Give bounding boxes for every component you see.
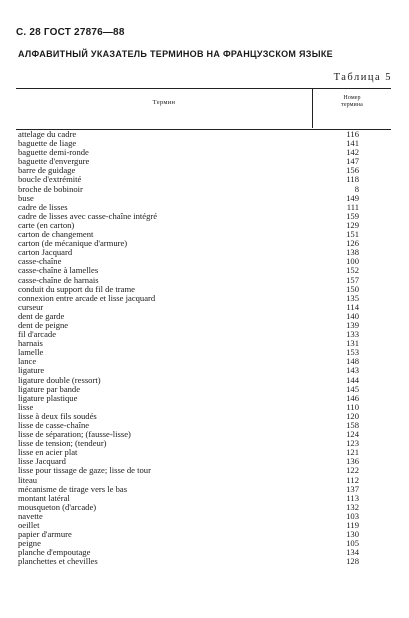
term-number: 113: [346, 492, 359, 503]
term-text: lisse: [18, 401, 34, 412]
term-text: lisse de tension; (tendeur): [18, 438, 107, 449]
index-title: АЛФАВИТНЫЙ УКАЗАТЕЛЬ ТЕРМИНОВ НА ФРАНЦУЗСКОМ ЯЗЫКЕ: [18, 49, 333, 59]
term-number: 134: [346, 547, 359, 558]
column-header-number: [313, 95, 391, 109]
term-number: 124: [346, 429, 359, 440]
term-text: buse: [18, 192, 34, 203]
term-number: 139: [346, 319, 359, 330]
term-text: lisse Jacquard: [18, 456, 66, 467]
term-number: 118: [346, 174, 359, 185]
term-number: 116: [346, 129, 359, 139]
term-number: 146: [346, 392, 359, 403]
term-number: 153: [346, 347, 359, 358]
term-text: lance: [18, 356, 37, 367]
term-number: 135: [346, 292, 359, 303]
term-text: curseur: [18, 301, 44, 312]
term-number: 129: [346, 219, 359, 230]
term-text: casse-chaîne à lamelles: [18, 265, 99, 276]
term-number: 128: [346, 556, 359, 567]
term-number: 147: [346, 156, 359, 167]
term-number: 138: [346, 247, 359, 258]
term-number: 141: [346, 138, 359, 149]
term-text: lamelle: [18, 347, 44, 358]
term-text: conduit du support du fil de trame: [18, 283, 135, 294]
term-text: carton de changement: [18, 229, 94, 240]
term-number: 131: [346, 338, 359, 349]
term-text: baguette demi-ronde: [18, 147, 89, 158]
term-text: oeillet: [18, 520, 40, 531]
term-number: 137: [346, 483, 359, 494]
term-text: ligature par bande: [18, 383, 81, 394]
term-text: dent de peigne: [18, 319, 69, 330]
term-number: 149: [346, 192, 359, 203]
term-text: planchettes et chevilles: [18, 556, 98, 567]
column-header-number-line2: термина: [341, 102, 363, 108]
term-text: planche d'empoutage: [18, 547, 91, 558]
term-text: mécanisme de tirage vers le bas: [18, 483, 128, 494]
term-text: montant latéral: [18, 492, 70, 503]
term-text: boucle d'extrémité: [18, 174, 82, 185]
term-text: cadre de lisses avec casse-chaîne intégré: [18, 210, 158, 221]
term-number: 120: [346, 410, 359, 421]
term-number: 122: [346, 465, 359, 476]
term-number: 114: [346, 301, 359, 312]
term-number: 158: [346, 420, 359, 430]
term-text: harnais: [18, 338, 43, 349]
term-number: 100: [346, 256, 359, 267]
term-text: baguette d'envergure: [18, 156, 90, 167]
term-number: 144: [346, 374, 359, 385]
term-number: 156: [346, 165, 359, 176]
term-text: lisse à deux fils soudés: [18, 410, 97, 421]
term-text: carton (de mécanique d'armure): [18, 238, 128, 249]
term-text: fil d'arcade: [18, 329, 57, 340]
column-header-number-line1: Номер: [343, 95, 361, 101]
term-text: carton Jacquard: [18, 247, 73, 258]
term-text: attelage du cadre: [18, 129, 77, 139]
term-number: 151: [346, 229, 359, 240]
term-number: 110: [346, 401, 359, 412]
term-text: dent de garde: [18, 310, 65, 321]
term-number: 143: [346, 365, 359, 376]
term-number: 130: [346, 529, 359, 540]
term-number: 123: [346, 438, 359, 449]
page-header: С. 28 ГОСТ 27876—88: [16, 27, 125, 38]
term-number: 8: [354, 183, 359, 194]
term-text: lisse pour tissage de gaze; lisse de tour: [18, 465, 151, 476]
term-number: 157: [346, 274, 359, 285]
term-number: 111: [346, 201, 359, 212]
term-number: 159: [346, 210, 359, 221]
term-number: 103: [346, 510, 359, 521]
term-number: 148: [346, 356, 359, 367]
term-number: 133: [346, 329, 359, 340]
term-text: navette: [18, 510, 43, 521]
term-number: 152: [346, 265, 359, 276]
term-number: 142: [346, 147, 359, 158]
term-text: connexion entre arcade et lisse jacquard: [18, 292, 156, 303]
term-text: broche de bobinoir: [18, 183, 83, 194]
term-number: 105: [346, 538, 359, 549]
term-text: carte (en carton): [18, 219, 75, 230]
term-text: cadre de lisses: [18, 201, 68, 212]
term-text: barre de guidage: [18, 165, 76, 176]
term-text: papier d'armure: [18, 529, 72, 540]
term-number: 126: [346, 238, 359, 249]
term-text: casse-chaîne de harnais: [18, 274, 99, 285]
term-text: ligature double (ressort): [18, 374, 101, 385]
term-text: lisse de séparation; (fausse-lisse): [18, 429, 131, 440]
term-number: 150: [346, 283, 359, 294]
term-text: lisse en acier plat: [18, 447, 78, 458]
term-text: liteau: [18, 474, 38, 485]
term-text: mousqueton (d'arcade): [18, 501, 97, 512]
term-text: peigne: [18, 538, 41, 549]
column-header-term: Термин: [152, 99, 176, 106]
term-number: 136: [346, 456, 359, 467]
table-label: Таблица 5: [333, 72, 392, 83]
term-text: casse-chaîne: [18, 256, 62, 267]
term-text: ligature: [18, 365, 45, 376]
term-number: 119: [346, 520, 359, 531]
term-text: baguette de liage: [18, 138, 77, 149]
term-text: lisse de casse-chaîne: [18, 420, 90, 430]
term-number: 140: [346, 310, 359, 321]
term-number: 121: [346, 447, 359, 458]
table-row: [0, 557, 409, 566]
term-number: 112: [346, 474, 359, 485]
term-number: 132: [346, 501, 359, 512]
term-text: ligature plastique: [18, 392, 78, 403]
term-number: 145: [346, 383, 359, 394]
term-list: [0, 130, 409, 567]
